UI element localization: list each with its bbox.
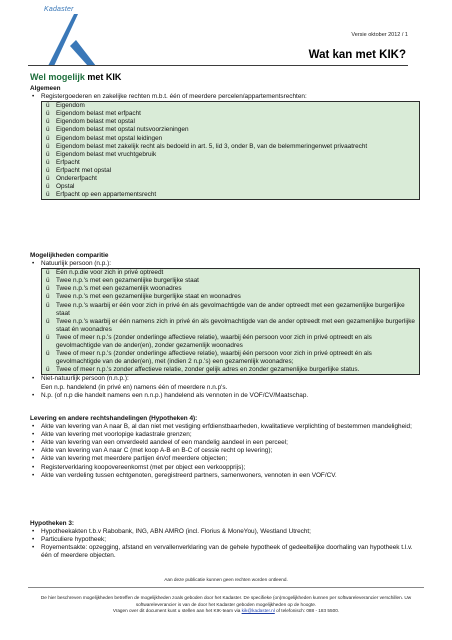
list-item: ü Erfpacht op een appartementsrecht	[46, 191, 157, 199]
list-item: ü Twee of meer n.p.'s zonder affectieve relatie, zonder gelijk adres en zonder gezamenlijke burgerlijke status.	[46, 366, 360, 374]
list-item: • Akte van levering met meerdere partijen én/of meerdere objecten;	[30, 455, 420, 463]
list-item: ü Twee of meer n.p.'s (zonder onderlinge affectieve relatie), waarbij één persoon voor zich in privé optreedt en als gevolmachtigde van de ander(en), zonder gezamenlijk woonadres	[46, 333, 372, 350]
hypotheken-section	[30, 520, 420, 560]
nnp-sub: Een n.p. handelend (in privé en) namens één of meerdere n.n.p's.	[41, 383, 228, 391]
nnp-label: • Niet-natuurlijk persoon (n.n.p.):	[30, 375, 420, 383]
email-link[interactable]: kik@kadaster.nl	[241, 608, 275, 614]
list-item: ü Eigendom belast met opstal nutsvoorzieningen	[46, 126, 189, 134]
section-heading	[30, 72, 121, 82]
check-icon: ü	[46, 126, 50, 134]
check-icon: ü	[46, 285, 50, 293]
list-item: ü Ondererfpacht	[46, 175, 97, 183]
list-item: ü Opstal	[46, 183, 75, 191]
software-note: De hier beschreven mogelijkheden betreffen de mogelijkheden zoals geboden door het Kadaster. De specifieke (on)mogelijkheden kunnen per softwareleverancier verschillen. Uw softwareleverancier is van de door het Kadaster geboden mogelijkheden op de hoogte.	[40, 595, 412, 607]
list-item: ü Twee n.p.'s waarbij er één namens zich in privé én als gevolmachtigde van de ander optreedt met een gezamenlijke burgerlijke staat én woonadres	[46, 317, 415, 333]
check-icon: ü	[46, 317, 50, 325]
check-icon: ü	[46, 301, 50, 309]
list-item: ü Twee n.p.'s waarbij er één voor zich in privé én als gevolmachtigde van de ander optreedt met een gezamenlijke burgerlijke staat	[46, 301, 405, 317]
check-icon: ü	[46, 191, 50, 199]
list-item: ü Twee n.p.'s met een gezamenlijke burgerlijke staat	[46, 277, 199, 285]
check-icon: ü	[46, 102, 50, 110]
algemeen-title: Algemeen	[30, 85, 61, 92]
list-item: ü Eigendom belast met opstal leidingen	[46, 134, 163, 142]
np-label: • Natuurlijk persoon (n.p.):	[30, 260, 420, 268]
check-icon: ü	[46, 118, 50, 126]
check-icon: ü	[46, 142, 50, 150]
check-icon: ü	[46, 110, 50, 118]
check-icon: ü	[46, 350, 50, 358]
list-item: • Particuliere hypotheek;	[30, 536, 420, 544]
list-item: ü Eigendom	[46, 102, 85, 110]
comparitie-title: Mogelijkheden comparitie	[30, 252, 109, 259]
check-icon: ü	[46, 269, 50, 277]
check-icon: ü	[46, 366, 50, 374]
comparitie-box	[41, 268, 420, 375]
check-icon: ü	[46, 134, 50, 142]
list-item: • Akte van levering van A naar B, al dan niet met vestiging erfdienstbaarheden, kwalitatieve verplichting of bestemmen mandeligheid;	[30, 423, 420, 431]
levering-title: Levering en andere rechtshandelingen (Hypotheken 4):	[30, 415, 198, 422]
check-icon: ü	[46, 166, 50, 174]
check-icon: ü	[46, 293, 50, 301]
contact-line: Vragen over dit document kunt u stellen aan het KIK-team via kik@kadaster.nl of telefonisch: 088 - 183 5500.	[112, 608, 340, 614]
list-item: ü Erfpacht	[46, 158, 80, 166]
list-item: ü Eigendom belast met opstal	[46, 118, 135, 126]
np-vennoten: • N.p. (of n.p die handelt namens een n.n.p.) handelend als vennoten in de VOF/CV/Maatschap.	[30, 392, 420, 400]
algemeen-section	[30, 85, 420, 200]
list-item: ü Erfpacht met opstal	[46, 166, 112, 174]
check-icon: ü	[46, 333, 50, 341]
list-item: ü Twee n.p.'s met een gezamenlijke burgerlijke staat en woonadres	[46, 293, 241, 301]
levering-section	[30, 415, 420, 480]
version-label: Versie oktober 2012 / 1	[351, 32, 408, 38]
list-item: ü Eigendom belast met zakelijk recht als bedoeld in art. 5, lid 3, onder B, van de belemmeringenwet privaatrecht	[46, 142, 368, 150]
disclaimer: Aan deze publicatie kunnen geen rechten worden ontleend.	[164, 577, 288, 582]
footer	[40, 577, 412, 615]
list-item: • Registerverklaring koopovereenkomst (met per object een verkoopprijs);	[30, 464, 420, 472]
comparitie-section	[30, 252, 420, 400]
list-item: • Akte van levering van een onverdeeld aandeel of een mandelig aandeel in een perceel;	[30, 439, 420, 447]
list-item: ü Eigendom belast met vruchtgebruik	[46, 150, 157, 158]
logo-mark-icon	[44, 12, 102, 66]
list-item: • Hypotheekakten t.b.v Rabobank, ING, ABN AMRO (incl. Florius & MoneYou), Westland Utrecht;	[30, 528, 420, 536]
algemeen-intro: • Registergoederen en zakelijke rechten m.b.t. één of meerdere percelen/appartementsrechten:	[30, 93, 420, 101]
kadaster-logo	[44, 6, 104, 66]
logo-wordmark: Kadaster	[44, 6, 74, 13]
check-icon: ü	[46, 175, 50, 183]
title-divider	[28, 65, 408, 66]
check-icon: ü	[46, 277, 50, 285]
list-item: • Akte van levering van A naar C (met koop A-B en B-C of cessie recht op levering);	[30, 447, 420, 455]
page-title: Wat kan met KIK?	[308, 49, 406, 61]
list-item: ü Twee n.p.'s met een gezamenlijk woonadres	[46, 285, 182, 293]
check-icon: ü	[46, 158, 50, 166]
check-icon: ü	[46, 183, 50, 191]
heading-rest: met KIK	[84, 72, 122, 82]
check-icon: ü	[46, 150, 50, 158]
list-item: • Akte van verdeling tussen echtgenoten, geregistreerd partners, samenwoners, vennoten in een VOF/CV.	[30, 472, 420, 480]
list-item: ü Twee of meer n.p.'s (zonder onderlinge affectieve relatie), waarbij één persoon voor zich in privé optreedt én als gevolmachtigde van de ander(en), met (indien 2 n.p.'s) een gezamenlijk woonadres;	[46, 350, 372, 366]
algemeen-box	[41, 101, 420, 200]
list-item: ü Eén n.p.die voor zich in privé optreedt	[46, 269, 164, 277]
heading-highlight: Wel mogelijk	[30, 72, 85, 82]
list-item: • Royementsakte: opzegging, afstand en vervallenverklaring van de gehele hypotheek of gedeeltelijke doorhaling van hypotheek t.l.v. één of meerdere objecten.	[30, 544, 420, 560]
list-item: ü Eigendom belast met erfpacht	[46, 110, 141, 118]
hypotheken-title: Hypotheken 3:	[30, 520, 75, 527]
list-item: • Akte van levering met voorlopige kadastrale grenzen;	[30, 431, 420, 439]
